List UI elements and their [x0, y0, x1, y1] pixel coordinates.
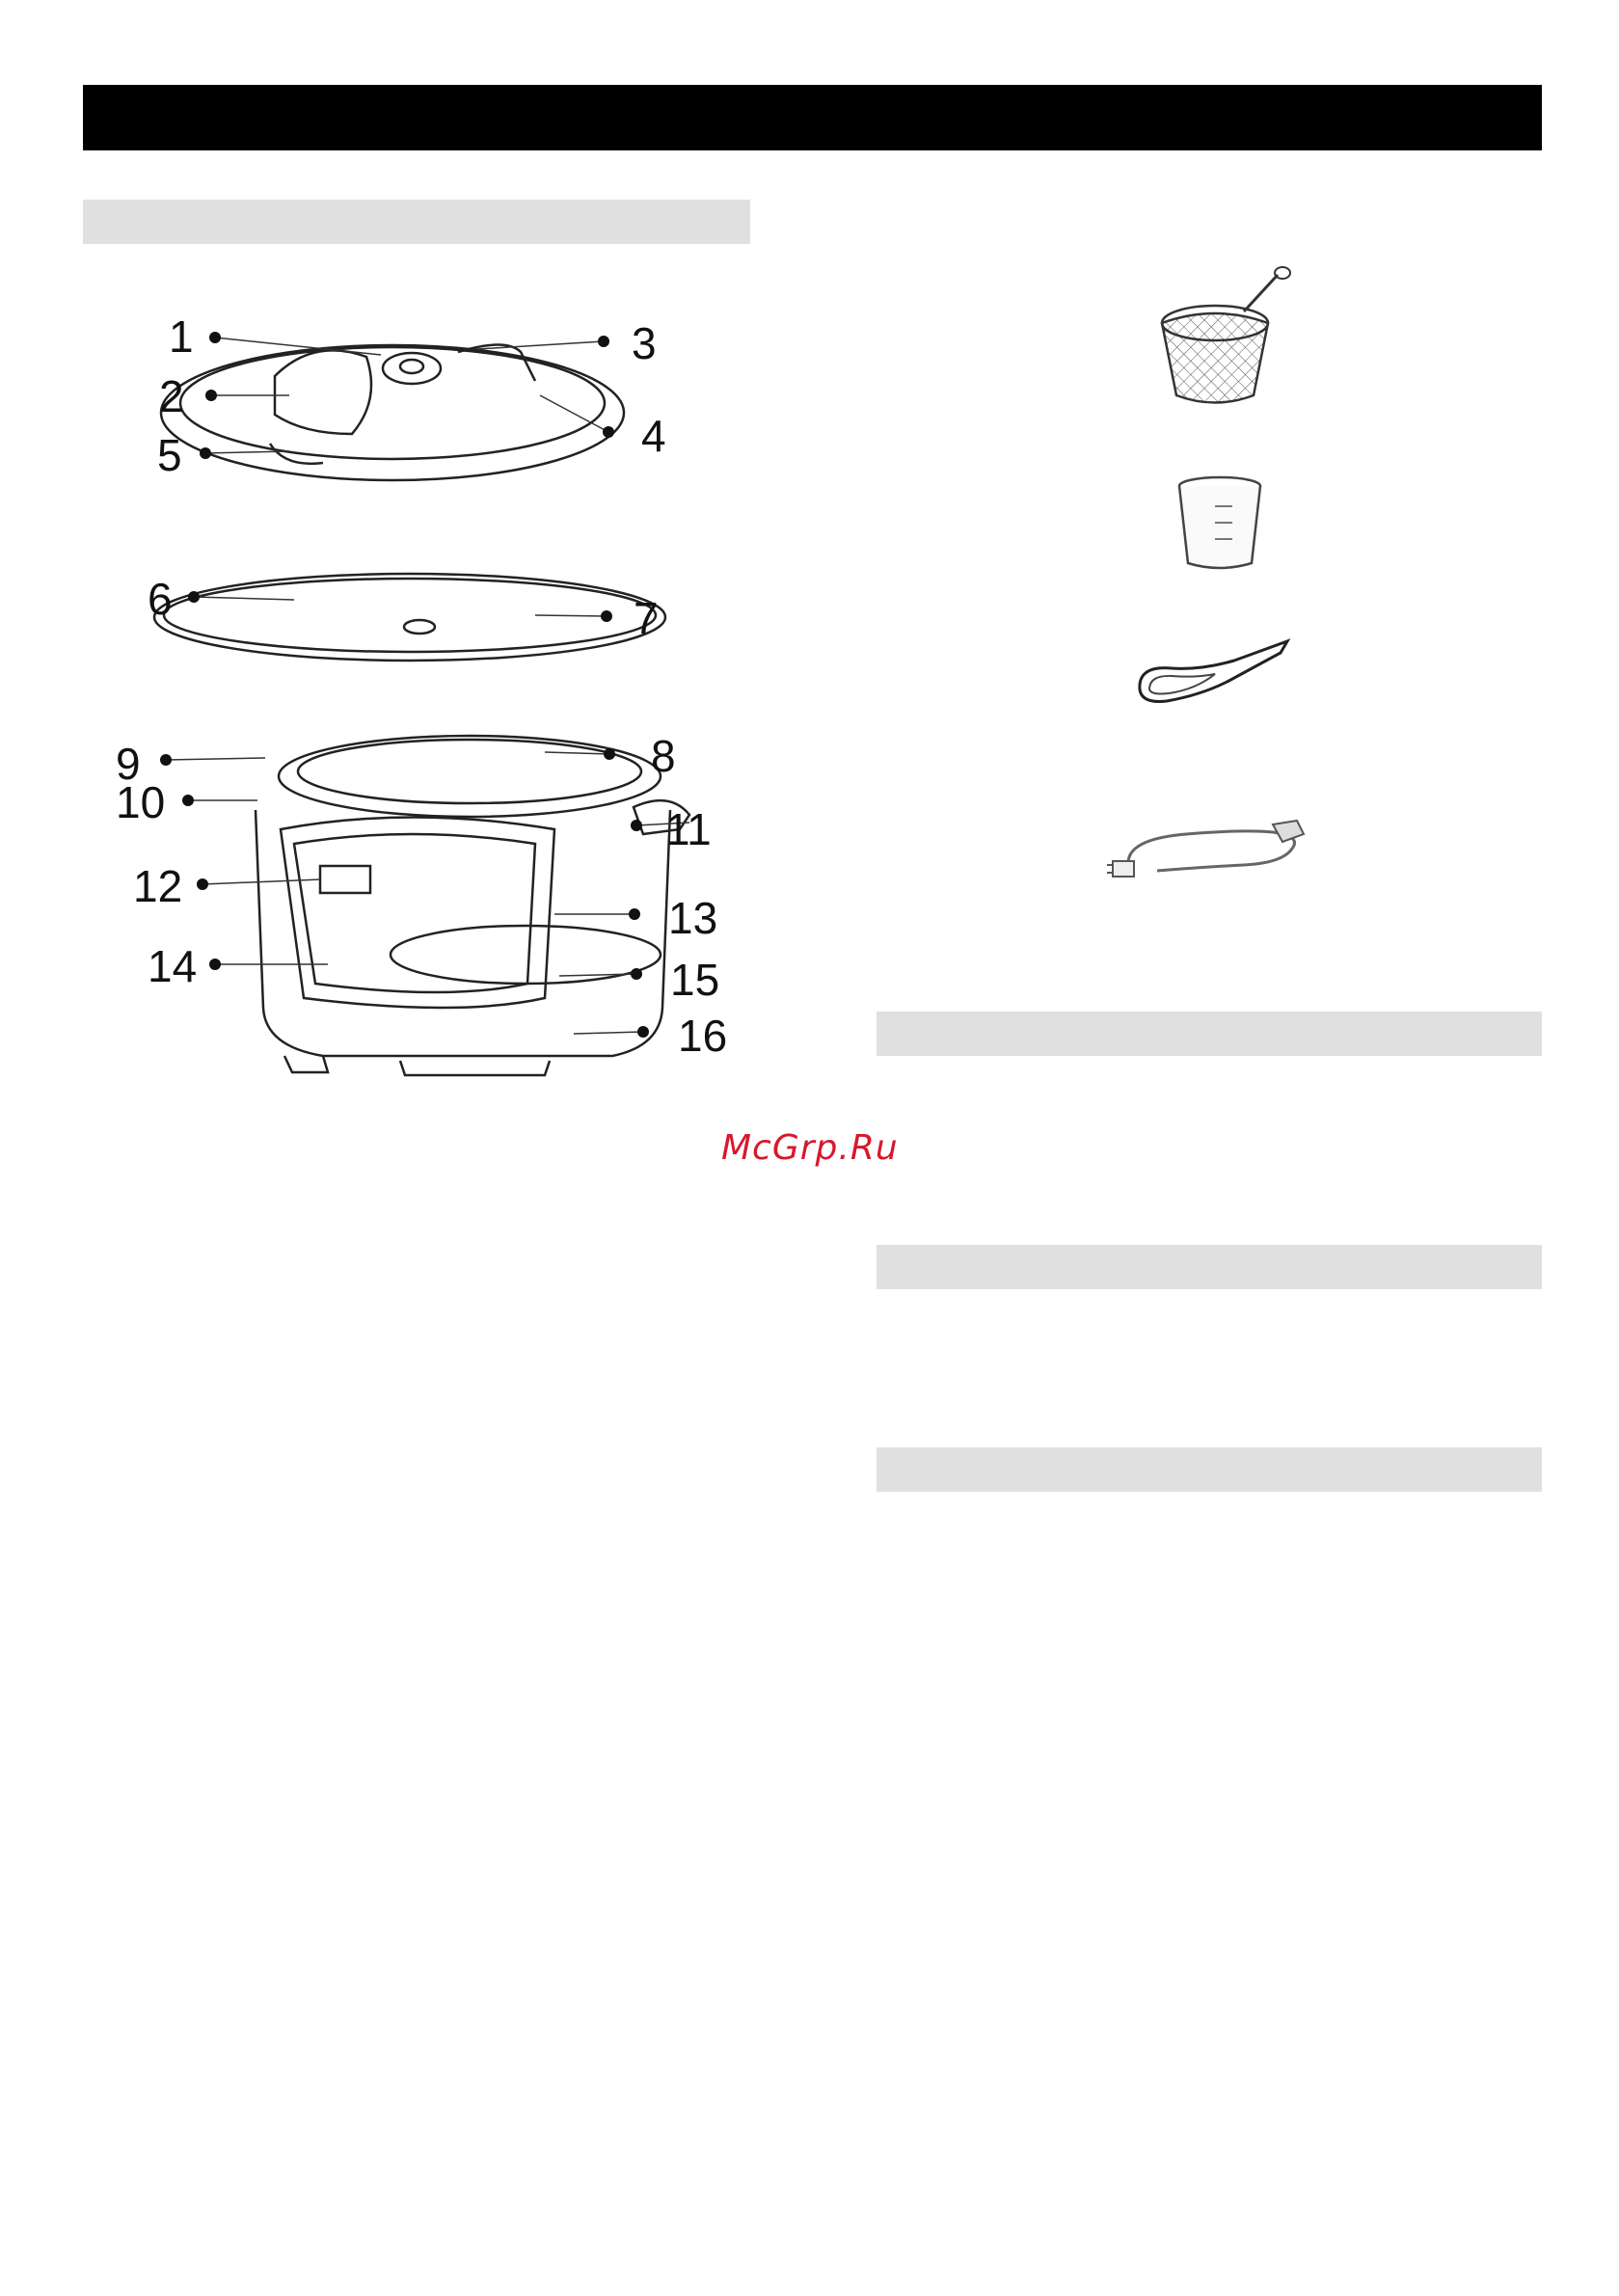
section-bar-4: [877, 1447, 1542, 1492]
callout-6: 6: [148, 574, 173, 624]
callout-dot-8: [604, 748, 615, 760]
lid-top: [180, 347, 605, 459]
callout-2: 2: [159, 371, 184, 421]
callout-14: 14: [148, 941, 198, 991]
callout-16: 16: [678, 1011, 728, 1061]
callout-dot-1: [209, 332, 221, 343]
callout-dot-3: [598, 336, 609, 347]
inner-lid: [154, 574, 665, 661]
control-panel: [294, 834, 535, 992]
display-window: [320, 866, 370, 893]
callout-dot-10: [182, 795, 194, 806]
section-bar-2: [877, 1012, 1542, 1056]
body-rim: [279, 736, 661, 817]
watermark-text[interactable]: McGrp.Ru: [721, 1128, 899, 1168]
callout-dot-12: [197, 878, 208, 890]
callout-dot-5: [200, 447, 211, 459]
callout-12: 12: [133, 861, 183, 911]
callout-5: 5: [157, 430, 182, 480]
callout-11: 11: [665, 804, 712, 854]
callout-10: 10: [116, 777, 166, 827]
callout-7: 7: [634, 593, 659, 643]
callout-9: 9: [116, 739, 141, 789]
section-bar-3: [877, 1245, 1542, 1289]
callout-dot-6: [188, 591, 200, 603]
cooker-parts-diagram: [92, 289, 757, 1080]
inner-pot-rim: [298, 740, 641, 803]
callout-dot-14: [209, 959, 221, 970]
valve-knob: [400, 360, 423, 373]
inner-lid-center: [404, 620, 435, 634]
lid-handle-cover: [275, 350, 371, 434]
callout-dot-13: [629, 908, 640, 920]
power-cord-icon: [1099, 796, 1331, 892]
callout-1: 1: [169, 311, 194, 362]
foot-front: [400, 1061, 550, 1075]
callout-4: 4: [641, 411, 666, 461]
callout-dot-16: [637, 1026, 649, 1038]
callout-3: 3: [632, 318, 657, 368]
callout-8: 8: [651, 731, 676, 781]
control-panel-frame: [281, 818, 554, 1009]
frying-basket-icon: [1109, 265, 1331, 419]
measuring-cup-icon: [1119, 473, 1321, 579]
callout-dot-4: [603, 426, 614, 438]
callout-dot-9: [160, 754, 172, 766]
section-bar-parts: [83, 200, 750, 244]
callout-15: 15: [670, 955, 720, 1005]
cooker-body: [256, 810, 670, 1056]
callout-dot-7: [601, 610, 612, 622]
pressure-valve: [383, 353, 441, 384]
callout-dot-11: [631, 820, 642, 831]
callout-dot-15: [631, 968, 642, 980]
page-header-bar: [83, 85, 1542, 150]
callout-dot-2: [205, 390, 217, 401]
foot-left: [284, 1056, 328, 1072]
callout-13: 13: [668, 893, 718, 943]
ladle-spoon-icon: [1128, 632, 1321, 718]
